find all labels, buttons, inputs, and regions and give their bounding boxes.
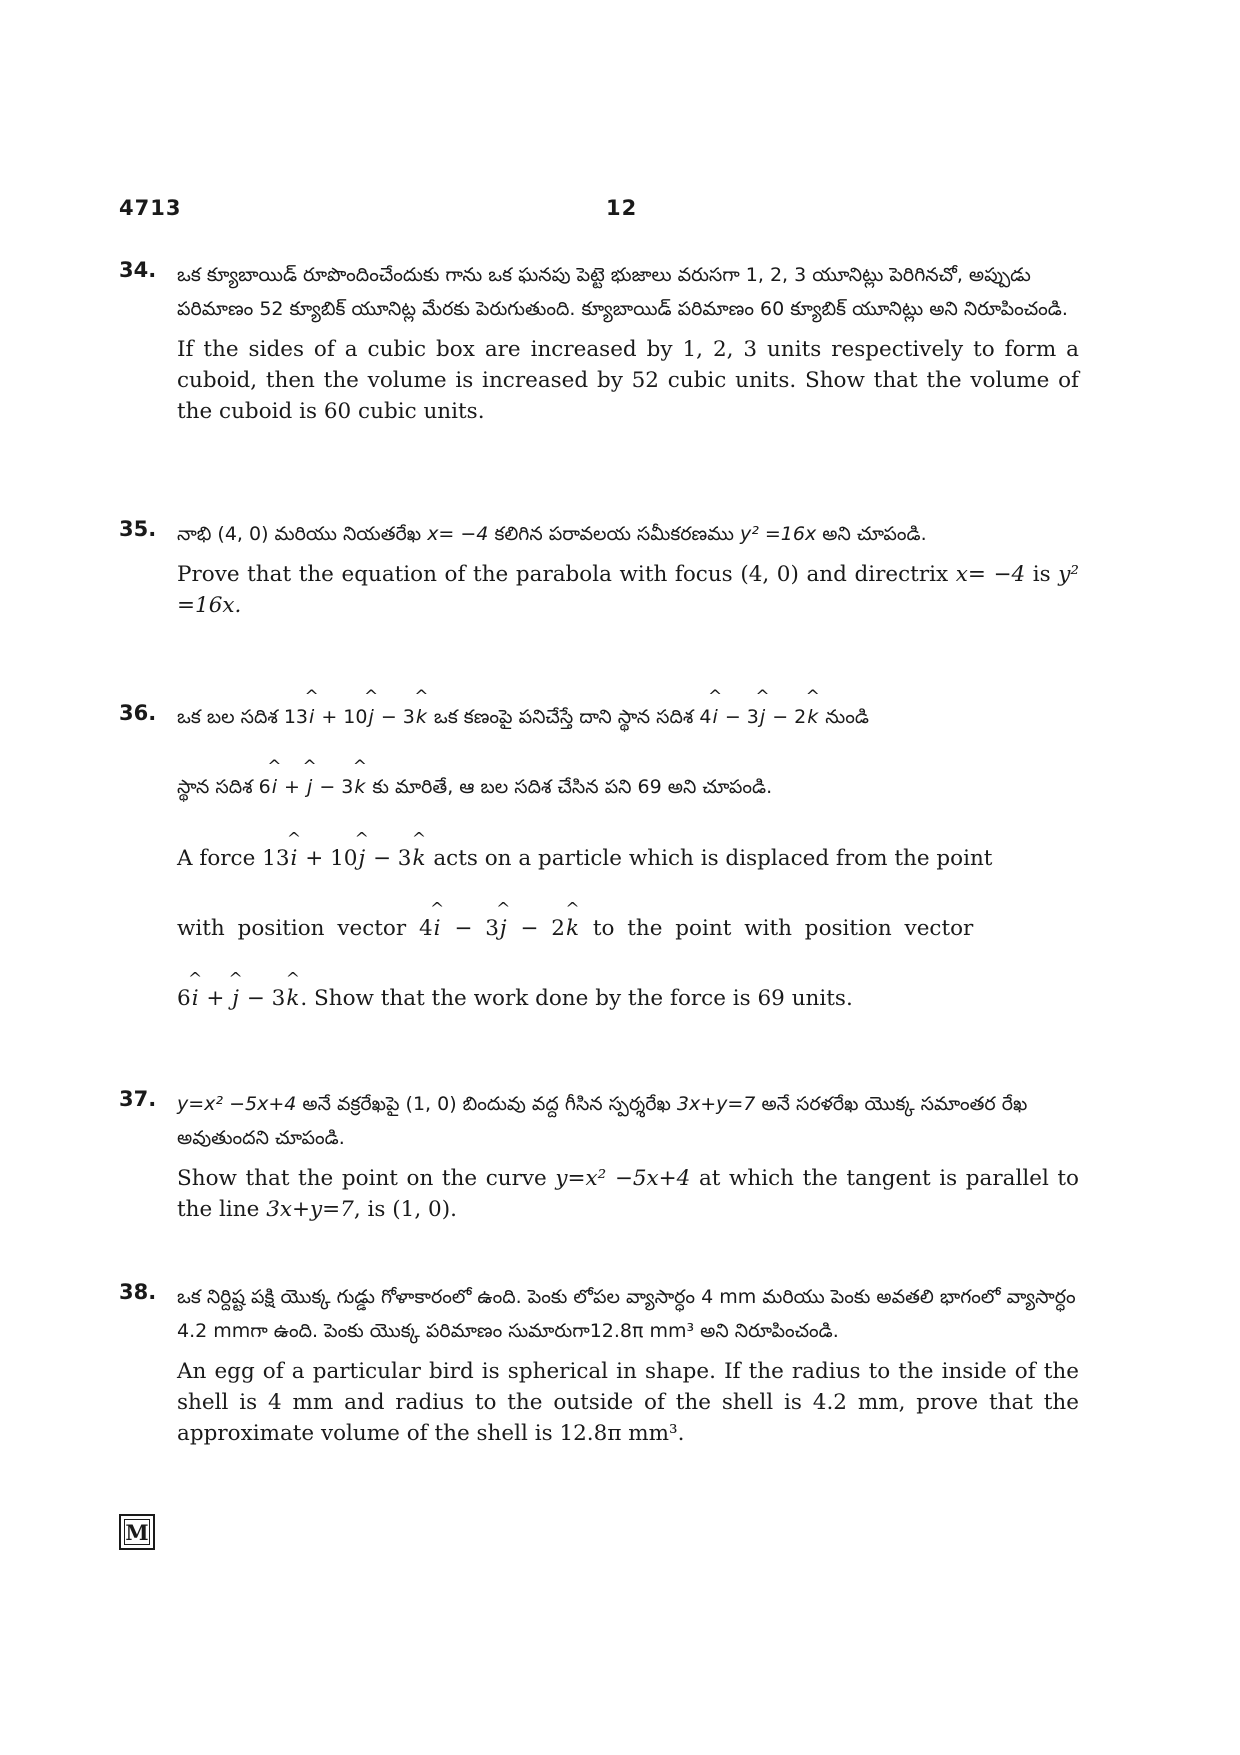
question-number: 37. bbox=[119, 1087, 157, 1111]
question-35 bbox=[119, 517, 1079, 621]
question-36 bbox=[119, 697, 1079, 1019]
english-text: If the sides of a cubic box are increased by 1, 2, 3 units respectively to form a cuboid, then the volume is increased by 52 cubic units. Show that the volume of the cuboid is 60 cubic units. bbox=[177, 337, 1079, 424]
telugu-text: నాభి (4, 0) మరియు నియతరేఖ x= −4 కలిగిన పరావలయ సమీకరణము y² =16x అని చూపండి. bbox=[177, 523, 927, 545]
question-38 bbox=[119, 1280, 1079, 1449]
question-34 bbox=[119, 258, 1079, 427]
page-number: 12 bbox=[606, 196, 638, 220]
medium-mark-box: M bbox=[119, 1514, 155, 1550]
paper-code: 4713 bbox=[119, 196, 182, 220]
telugu-text: ఒక క్యూబాయిడ్ రూపొందించేందుకు గాను ఒక ఘనపు పెట్టె భుజాలు వరుసగా 1, 2, 3 యూనిట్లు పెరిగినచో, అప్పుడు పరిమాణం 52 క్యూబిక్ యూనిట్ల మేరకు పెరుగుతుంది. క్యూబాయిడ్ పరిమాణం 60 క్యూబిక్ యూనిట్లు అని నిరూపించండి. bbox=[177, 264, 1068, 320]
english-text: An egg of a particular bird is spherical in shape. If the radius to the inside of the shell is 4 mm and radius to the outside of the shell is 4.2 mm, prove that the approximate volume of the shell is 12.8π mm³. bbox=[177, 1359, 1079, 1446]
english-text: Show that the point on the curve y=x² −5x+4 at which the tangent is parallel to the line 3x+y=7, is (1, 0). bbox=[177, 1166, 1079, 1222]
english-line-3: 6^ i + ^ j − 3^ k. Show that the work done by the force is 69 units. bbox=[177, 979, 1079, 1019]
english-line-2: with position vector 4^ i − 3^ j − 2^ k to the point with position vector bbox=[177, 909, 1079, 949]
telugu-line-1: ఒక బల సదిశ 13^ i + 10^ j − 3^ k ఒక కణంపై పనిచేస్తే దాని స్థాన సదిశ 4^ i − 3^ j − 2^ k నుండి bbox=[177, 697, 1079, 737]
question-number: 38. bbox=[119, 1280, 157, 1304]
question-number: 34. bbox=[119, 258, 157, 282]
telugu-text: ఒక నిర్దిష్ట పక్షి యొక్క గుడ్డు గోళాకారంలో ఉంది. పెంకు లోపల వ్యాసార్ధం 4 mm మరియు పెంకు అవతలి భాగంలో వ్యాసార్ధం 4.2 mmగా ఉంది. పెంకు యొక్క పరిమాణం సుమారుగా12.8π mm³ అని నిరూపించండి. bbox=[177, 1286, 1076, 1342]
telugu-line-2: స్థాన సదిశ 6^ i + ^ j − 3^ k కు మారితే, ఆ బల సదిశ చేసిన పని 69 అని చూపండి. bbox=[177, 767, 1079, 807]
english-line-1: A force 13^ i + 10^ j − 3^ k acts on a particle which is displaced from the point bbox=[177, 839, 1079, 879]
telugu-text: y=x² −5x+4 అనే వక్రరేఖపై (1, 0) బిందువు వద్ద గీసిన స్పర్శరేఖ 3x+y=7 అనే సరళరేఖ యొక్క సమాంతర రేఖ అవుతుందని చూపండి. bbox=[177, 1093, 1028, 1149]
question-37 bbox=[119, 1087, 1079, 1225]
english-text: Prove that the equation of the parabola with focus (4, 0) and directrix x= −4 is y² =16x. bbox=[177, 562, 1080, 618]
question-number: 36. bbox=[119, 701, 157, 725]
question-number: 35. bbox=[119, 517, 157, 541]
